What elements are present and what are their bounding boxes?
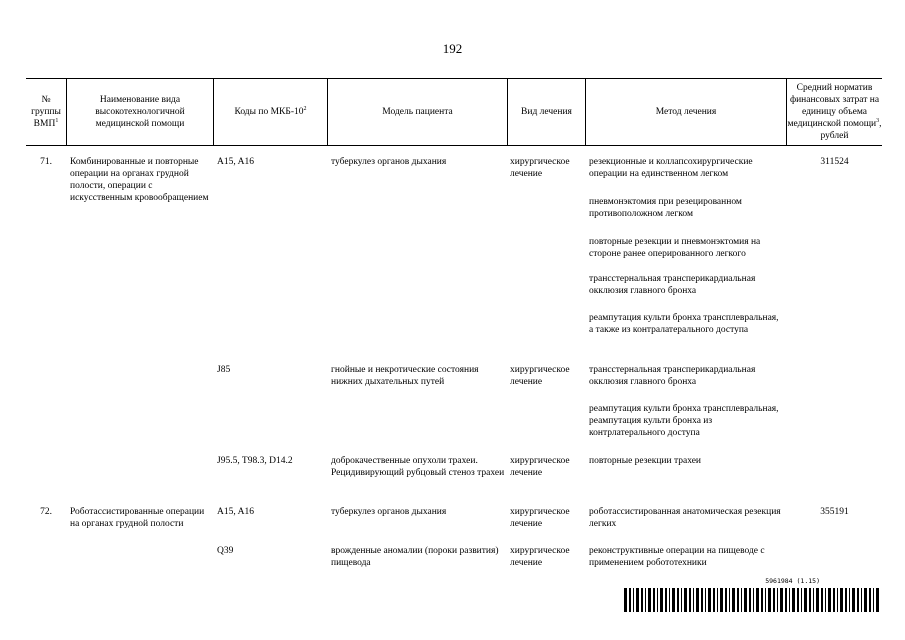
row-72-cost: 355191 — [820, 507, 849, 517]
row-71-method: реампутация культи бронха трансплевральная, реампутация культи бронха из контрлатерального доступа — [589, 404, 779, 438]
row-71-method: повторные резекции трахеи — [589, 456, 702, 466]
header-no-footnote: 1 — [55, 117, 59, 124]
row-72-model-2: врожденные аномалии (пороки развития) пищевода — [331, 546, 499, 568]
row-71-method: трансстернальная трансперикардиальная окклюзия главного бронха — [589, 365, 756, 387]
header-divider — [66, 78, 67, 145]
row-72-method: реконструктивные операции на пищеводе с применением робототехники — [589, 546, 765, 568]
row-71-method: реампутация культи бронха трансплевральная, а также из контралатерального доступа — [589, 313, 779, 335]
row-71-method: пневмонэктомия при резецированном противоположном легком — [589, 197, 742, 219]
row-71-cost: 311524 — [820, 157, 849, 167]
row-72-model-1: туберкулез органов дыхания — [331, 507, 447, 517]
row-71-codes-2: J85 — [217, 365, 231, 375]
row-71-number: 71. — [40, 157, 52, 167]
row-72-type-2: хирургическое лечение — [510, 546, 570, 568]
header-cost-footnote: 3 — [876, 117, 880, 124]
header-codes-text: Коды по МКБ-10 — [234, 106, 304, 117]
row-72-number: 72. — [40, 507, 52, 517]
header-col-name — [70, 78, 210, 145]
page-number: 192 — [442, 41, 463, 56]
header-method-text: Метод лечения — [655, 106, 717, 117]
header-col-group-no — [26, 78, 66, 145]
row-71-codes-1: A15, A16 — [217, 157, 254, 167]
row-71-model-3: доброкачественные опухоли трахеи. Рецидивирующий рубцовый стеноз трахеи — [331, 456, 505, 478]
row-71-type-3: хирургическое лечение — [510, 456, 570, 478]
row-72-method: роботассистированная анатомическая резекция легких — [589, 507, 781, 529]
header-codes-footnote: 2 — [303, 105, 307, 112]
row-72-codes-2: Q39 — [217, 546, 234, 556]
header-col-method — [586, 78, 786, 145]
barcode-label: 5961984 (1.15) — [765, 577, 820, 585]
header-col-model — [328, 78, 507, 145]
row-71-codes-3: J95.5, T98.3, D14.2 — [217, 456, 293, 466]
row-71-model-2: гнойные и некротические состояния нижних дыхательных путей — [331, 365, 479, 387]
row-72-name: Роботассистированные операции на органах грудной полости — [70, 507, 205, 529]
row-71-method: трансстернальная трансперикардиальная окклюзия главного бронха — [589, 274, 756, 296]
row-71-type-2: хирургическое лечение — [510, 365, 570, 387]
row-71-method: повторные резекции и пневмонэктомия на стороне ранее оперированного легкого — [589, 237, 761, 259]
header-model-text: Модель пациента — [382, 106, 453, 117]
row-71-model-1: туберкулез органов дыхания — [331, 157, 447, 167]
header-cost-unit: , рублей — [820, 118, 882, 141]
header-col-cost — [787, 78, 882, 145]
header-col-type — [508, 78, 585, 145]
header-no-line1: № — [41, 94, 51, 105]
row-72-codes-1: A15, A16 — [217, 507, 254, 517]
header-col-codes — [214, 78, 327, 145]
header-cost-text: Средний норматив финансовых затрат на единицу объема медицинской помощи — [787, 82, 880, 129]
header-no-line3: ВМП — [33, 118, 56, 129]
header-name-text: Наименование вида высокотехнологичной медицинской помощи — [95, 94, 185, 129]
barcode-image — [624, 588, 880, 612]
header-type-text: Вид лечения — [521, 106, 572, 117]
row-71-name: Комбинированные и повторные операции на органах грудной полости, операции с искусственным кровообращением — [70, 157, 209, 203]
row-71-type-1: хирургическое лечение — [510, 157, 570, 179]
row-71-method: резекционные и коллапсохирургические операции на единственном легком — [589, 157, 753, 179]
header-bottom-rule — [26, 145, 882, 146]
header-no-line2: группы — [31, 106, 61, 117]
row-72-type-1: хирургическое лечение — [510, 507, 570, 529]
